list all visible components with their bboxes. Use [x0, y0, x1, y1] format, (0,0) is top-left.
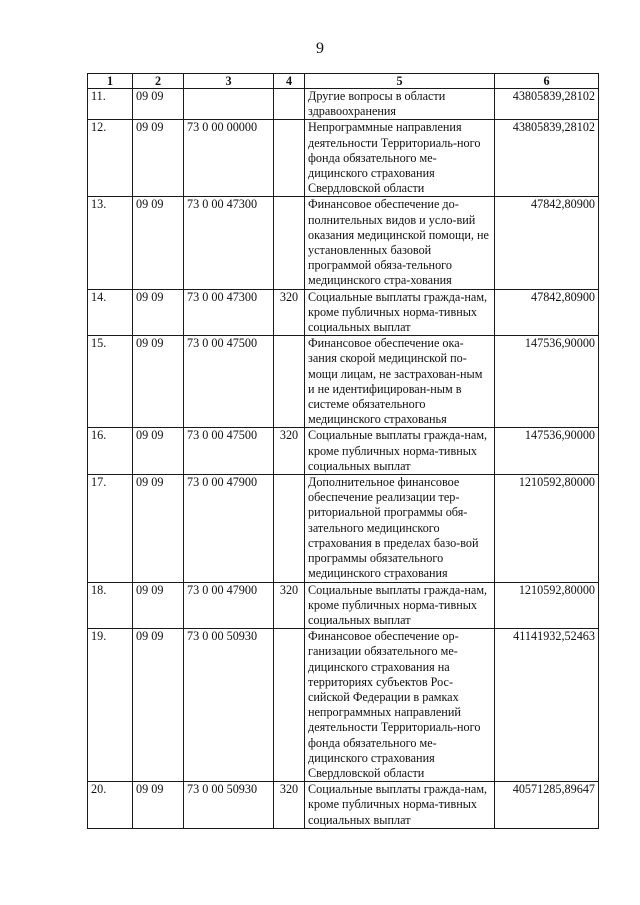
- target-article-code: 73 0 00 47300: [184, 197, 274, 289]
- budget-table: [87, 73, 599, 829]
- table-row: [88, 629, 599, 782]
- row-description: Социальные выплаты гражда-нам, кроме публичных норма-тивных социальных выплат: [305, 289, 495, 336]
- table-row: [88, 120, 599, 197]
- row-amount: 147536,90000: [495, 428, 599, 475]
- expense-type-code: 320: [274, 782, 305, 829]
- table-row: [88, 582, 599, 629]
- expense-type-code: [274, 89, 305, 120]
- row-description: Социальные выплаты гражда-нам, кроме публичных норма-тивных социальных выплат: [305, 582, 495, 629]
- section-code: 09 09: [133, 120, 184, 197]
- section-code: 09 09: [133, 629, 184, 782]
- column-header-6: 6: [495, 74, 599, 89]
- row-amount: 147536,90000: [495, 336, 599, 428]
- target-article-code: 73 0 00 00000: [184, 120, 274, 197]
- row-amount: 40571285,89647: [495, 782, 599, 829]
- row-amount: 41141932,52463: [495, 629, 599, 782]
- row-number: 14.: [88, 289, 133, 336]
- column-header-5: 5: [305, 74, 495, 89]
- section-code: 09 09: [133, 89, 184, 120]
- target-article-code: 73 0 00 47500: [184, 428, 274, 475]
- row-description: Финансовое обеспечение до-полнительных видов и усло-вий оказания медицинской помощи, не установленных базовой программой обяза-тельного медицинского стра-хования: [305, 197, 495, 289]
- row-number: 11.: [88, 89, 133, 120]
- row-description: Другие вопросы в области здравоохранения: [305, 89, 495, 120]
- section-code: 09 09: [133, 782, 184, 829]
- section-code: 09 09: [133, 289, 184, 336]
- row-description: Социальные выплаты гражда-нам, кроме публичных норма-тивных социальных выплат: [305, 782, 495, 829]
- row-number: 18.: [88, 582, 133, 629]
- expense-type-code: [274, 336, 305, 428]
- table-row: [88, 475, 599, 582]
- table-row: [88, 428, 599, 475]
- target-article-code: 73 0 00 47300: [184, 289, 274, 336]
- section-code: 09 09: [133, 475, 184, 582]
- row-number: 16.: [88, 428, 133, 475]
- row-description: Непрограммные направления деятельности Территориаль-ного фонда обязательного ме-дицинского страхования Свердловской области: [305, 120, 495, 197]
- table-row: [88, 782, 599, 829]
- row-amount: 1210592,80000: [495, 475, 599, 582]
- row-number: 19.: [88, 629, 133, 782]
- expense-type-code: 320: [274, 428, 305, 475]
- target-article-code: 73 0 00 50930: [184, 782, 274, 829]
- target-article-code: 73 0 00 47500: [184, 336, 274, 428]
- column-header-3: 3: [184, 74, 274, 89]
- table-row: [88, 336, 599, 428]
- row-description: Финансовое обеспечение ор-ганизации обязательного ме-дицинского страхования на территориях субъектов Рос-сийской Федерации в рамках непрограммных направлений деятельности Территориаль-ного фонда обязательного ме-дицинского страхования Свердловской области: [305, 629, 495, 782]
- table-row: [88, 289, 599, 336]
- column-header-4: 4: [274, 74, 305, 89]
- table-header: [88, 74, 599, 89]
- row-number: 15.: [88, 336, 133, 428]
- row-amount: 47842,80900: [495, 197, 599, 289]
- page-number: 9: [316, 40, 324, 57]
- expense-type-code: 320: [274, 289, 305, 336]
- row-description: Финансовое обеспечение ока-зания скорой медицинской по-мощи лицам, не застрахован-ным и не идентифицирован-ным в системе обязательного медицинского страхованья: [305, 336, 495, 428]
- column-header-1: 1: [88, 74, 133, 89]
- target-article-code: 73 0 00 50930: [184, 629, 274, 782]
- target-article-code: 73 0 00 47900: [184, 582, 274, 629]
- row-amount: 43805839,28102: [495, 89, 599, 120]
- row-description: Дополнительное финансовое обеспечение реализации тер-риториальной программы обя-зательного медицинского страхования в пределах базо-вой программы обязательного медицинского страхования: [305, 475, 495, 582]
- expense-type-code: [274, 197, 305, 289]
- row-number: 17.: [88, 475, 133, 582]
- table-row: [88, 197, 599, 289]
- section-code: 09 09: [133, 428, 184, 475]
- expense-type-code: 320: [274, 582, 305, 629]
- expense-type-code: [274, 475, 305, 582]
- header-row: [88, 74, 599, 89]
- table-body: [88, 89, 599, 829]
- target-article-code: [184, 89, 274, 120]
- row-number: 13.: [88, 197, 133, 289]
- row-number: 20.: [88, 782, 133, 829]
- section-code: 09 09: [133, 197, 184, 289]
- expense-type-code: [274, 629, 305, 782]
- table-row: [88, 89, 599, 120]
- row-amount: 43805839,28102: [495, 120, 599, 197]
- target-article-code: 73 0 00 47900: [184, 475, 274, 582]
- column-header-2: 2: [133, 74, 184, 89]
- section-code: 09 09: [133, 336, 184, 428]
- section-code: 09 09: [133, 582, 184, 629]
- row-amount: 1210592,80000: [495, 582, 599, 629]
- row-amount: 47842,80900: [495, 289, 599, 336]
- expense-type-code: [274, 120, 305, 197]
- row-description: Социальные выплаты гражда-нам, кроме публичных норма-тивных социальных выплат: [305, 428, 495, 475]
- row-number: 12.: [88, 120, 133, 197]
